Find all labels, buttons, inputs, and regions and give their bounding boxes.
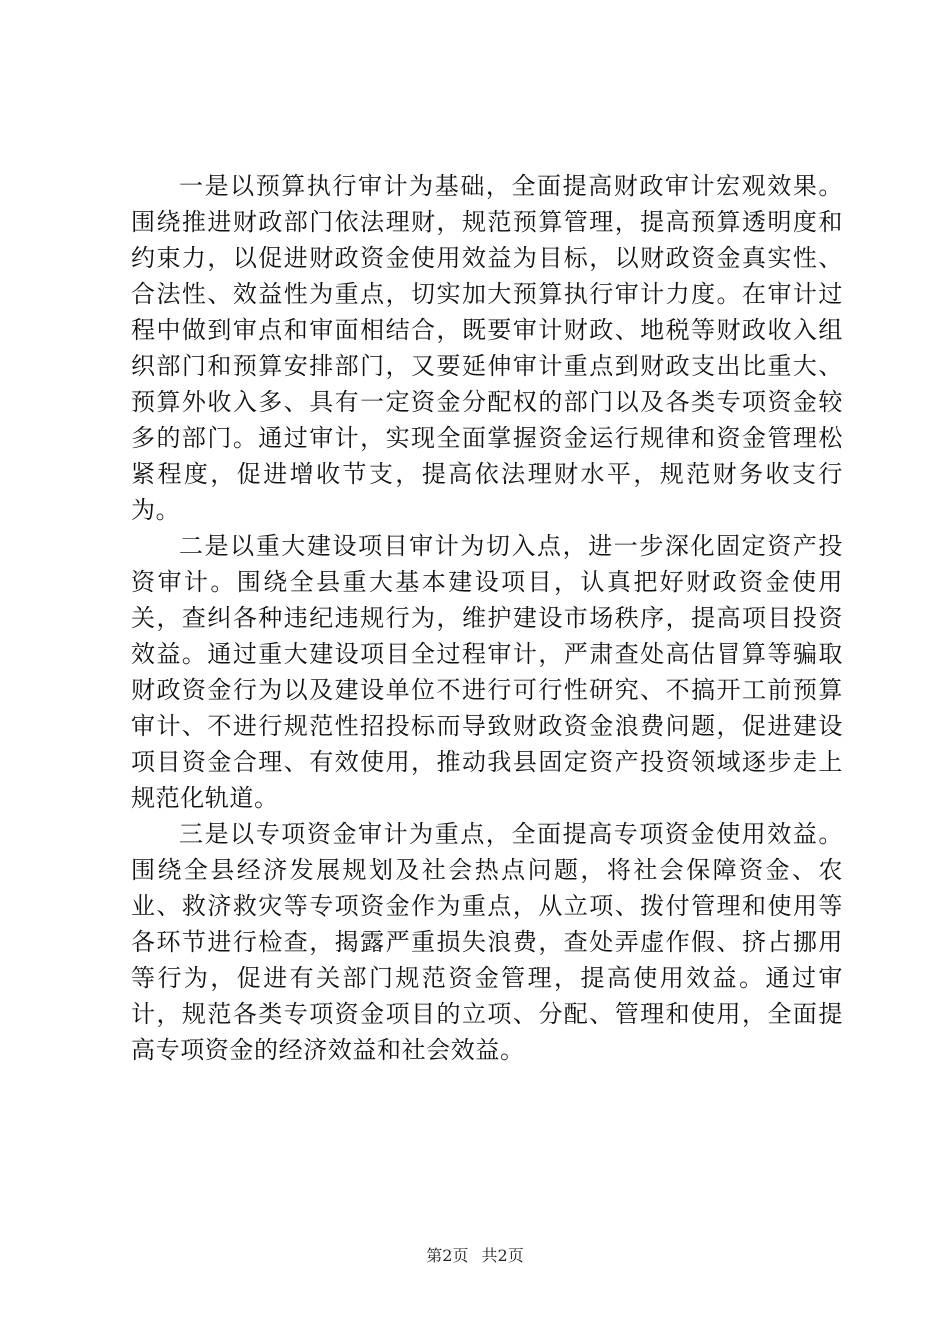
page-footer	[0, 1245, 950, 1267]
page-number: 第2页	[426, 1246, 469, 1265]
document-body	[131, 168, 843, 1068]
paragraph-budget-audit: 一是以预算执行审计为基础，全面提高财政审计宏观效果。围绕推进财政部门依法理财，规范预算管理，提高预算透明度和约束力，以促进财政资金使用效益为目标，以财政资金真实性、合法性、效益性为重点，切实加大预算执行审计力度。在审计过程中做到审点和审面相结合，既要审计财政、地税等财政收入组织部门和预算安排部门，又要延伸审计重点到财政支出比重大、预算外收入多、具有一定资金分配权的部门以及各类专项资金较多的部门。通过审计，实现全面掌握资金运行规律和资金管理松紧程度，促进增收节支，提高依法理财水平，规范财务收支行为。	[131, 172, 843, 524]
paragraph-construction-audit: 二是以重大建设项目审计为切入点，进一步深化固定资产投资审计。围绕全县重大基本建设项目，认真把好财政资金使用关，查纠各种违纪违规行为，维护建设市场秩序，提高项目投资效益。通过重大建设项目全过程审计，严肃查处高估冒算等骗取财政资金行为以及建设单位不进行可行性研究、不搞开工前预算审计、不进行规范性招投标而导致财政资金浪费问题，促进建设项目资金合理、有效使用，推动我县固定资产投资领域逐步走上规范化轨道。	[131, 532, 843, 812]
page-total: 共2页	[481, 1246, 524, 1265]
paragraph-special-fund-audit: 三是以专项资金审计为重点，全面提高专项资金使用效益。围绕全县经济发展规划及社会热点问题，将社会保障资金、农业、救济救灾等专项资金作为重点，从立项、拨付管理和使用等各环节进行检查，揭露严重损失浪费，查处弄虚作假、挤占挪用等行为，促进有关部门规范资金管理，提高使用效益。通过审计，规范各类专项资金项目的立项、分配、管理和使用，全面提高专项资金的经济效益和社会效益。	[131, 820, 843, 1064]
